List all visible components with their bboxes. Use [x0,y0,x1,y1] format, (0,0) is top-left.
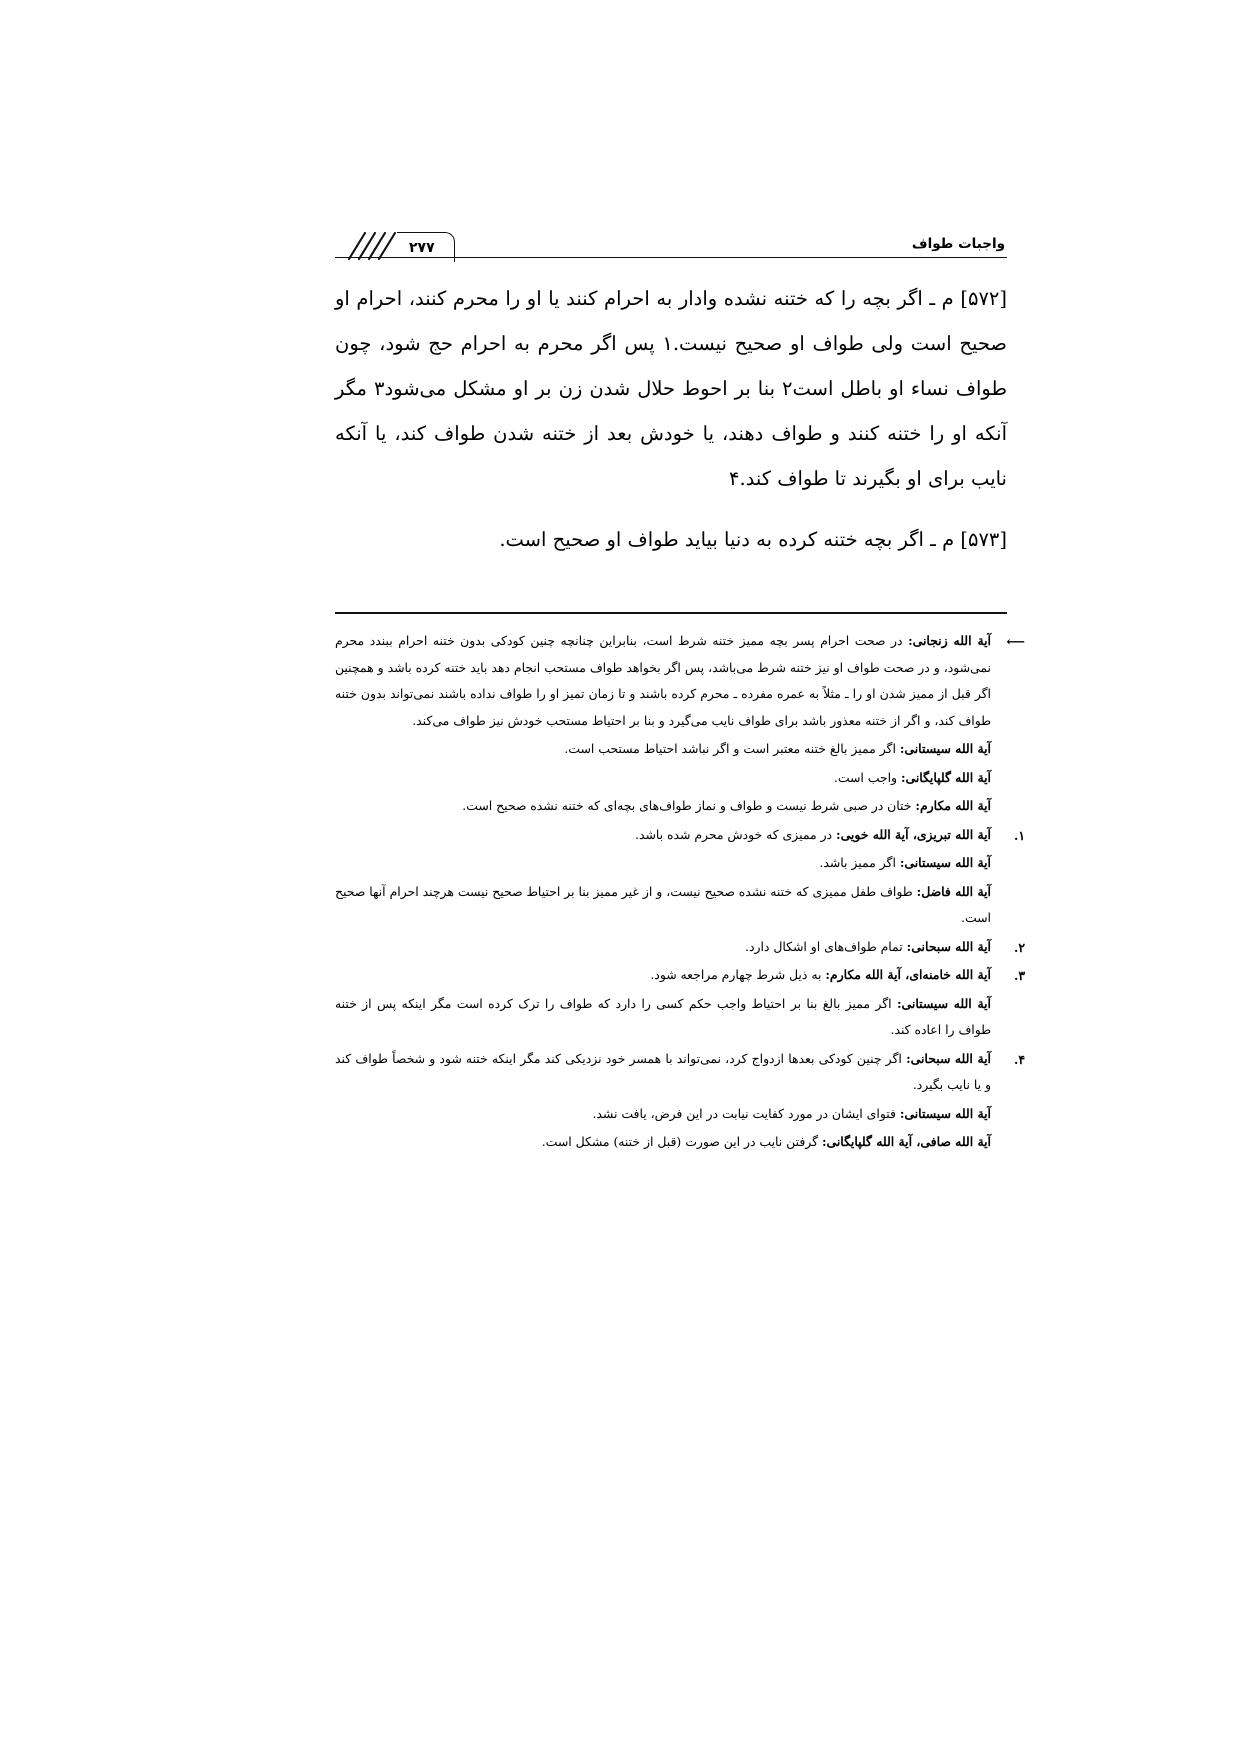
footnote-entry [335,628,1025,734]
footnote-number: ۱. [1014,827,1025,843]
marja-opinion: گرفتن نایب در این صورت (قبل از ختنه) مشکل است. [541,1134,822,1149]
marja-opinion: اگر ممیز بالغ بنا بر احتیاط واجب حکم کسی را دارد که طواف را ترک کرده است مگر اینکه پس از ختنه طواف را اعاده کند. [335,995,991,1037]
footnote-entry [335,736,1007,763]
footnote-entry [335,1129,1007,1156]
marja-name: آية الله صافی، آية الله گلپایگانی: [821,1134,991,1149]
marja-opinion: ختان در صبی شرط نیست و طواف و نماز طواف‌های بچه‌ای که ختنه نشده صحیح است. [462,798,916,813]
ruling-paragraph-573: [۵۷۳] م ـ اگر بچه ختنه کرده به دنیا بیاید طواف او صحیح است. [499,528,1007,551]
main-body [335,276,1007,572]
marja-name: آية الله سبحانی: [906,1050,991,1066]
footnote-separator [335,612,1007,614]
marja-name: آية الله گلپایگانی: [900,769,991,785]
marja-opinion: در صحت احرام پسر بچه ممیز ختنه شرط است، بنابراین چنانچه چنین کودکی بدون ختنه احرام ببندد محرم نمی‌شود، و در صحت طواف او نیز ختنه شرط می‌باشد، پس اگر بخواهد طواف مستحب انجام دهد باید ختنه کرده باشد و همچنین اگر قبل از ممیز شدن او را ـ مثلاً به عمره مفرده ـ محرم کرده باشند و تا زمان تمیز او را طواف نداده باشند نمی‌تواند بدون ختنه طواف کند، و اگر از ختنه معذور باشد برای طواف نایب می‌گیرد و بنا بر احتیاط مستحب خودش نیز طواف می‌کند. [335,633,991,728]
footnote-entry [335,1046,1025,1099]
marja-opinion: فتوای ایشان در مورد کفایت نیابت در این فرض، یافت نشد. [592,1105,900,1121]
page-header [335,222,1007,264]
marja-name: آية الله فاضل: [916,883,991,899]
footnote-entry [335,765,1007,792]
footnote-number: ۳. [1014,968,1025,983]
marja-name: آية الله سیستانی: [899,1105,991,1121]
marja-opinion: اگر چنین کودکی بعدها ازدواج کرد، نمی‌تواند با همسر خود نزدیکی کند مگر اینکه ختنه شود و شخصاً طواف کند و یا نایب بگیرد. [335,1050,991,1092]
footnote-entry [335,991,1007,1044]
page-number: ۲۷۷ [409,240,435,256]
footnote-number: ۴. [1014,1051,1025,1067]
marja-name: آية الله مکارم: [915,798,991,813]
marja-opinion: در ممیزی که خودش محرم شده باشد. [635,826,837,842]
footnote-number: ۲. [1014,939,1025,955]
page-title: واجبات طواف [911,236,1005,252]
arrow-icon: ⟵ [1006,635,1025,650]
marja-opinion: اگر ممیز باشد. [819,855,900,870]
footnote-entry [335,793,1007,820]
marja-name: آية الله سیستانی: [896,995,991,1011]
footnotes-block [335,628,1025,1158]
marja-name: آية الله زنجانی: [908,633,991,648]
marja-name: آية الله سبحانی: [906,938,991,954]
marja-opinion: طواف طفل ممیزی که ختنه نشده صحیح نیست، و از غیر ممیز بنا بر احتیاط صحیح نیست هرچند احرام آنها صحیح است. [335,883,991,925]
marja-name: آية الله سیستانی: [899,855,991,870]
footnote-entry [335,879,1007,932]
footnote-entry [335,850,1007,877]
ruling-paragraph-572: [۵۷۲] م ـ اگر بچه را که ختنه نشده وادار به احرام کنند یا او را محرم کنند، احرام او صحیح است ولی طواف او صحیح نیست.۱ پس اگر محرم به احرام حج شود، چون طواف نساء او باطل است۲ بنا بر احوط حلال شدن زن بر او مشکل می‌شود۳ مگر آنکه او را ختنه کنند و طواف دهند، یا خودش بعد از ختنه شدن طواف کند، یا آنکه نایب برای او بگیرند تا طواف کند.۴ [335,287,1007,490]
folio-ornament [335,224,457,264]
marja-name: آية الله سیستانی: [899,741,991,756]
marja-opinion: تمام طواف‌های او اشکال دارد. [745,938,907,954]
marja-opinion: به ذیل شرط چهارم مراجعه شود. [650,967,826,982]
slash-hatch-ornament-icon [343,231,399,261]
footnote-entry [335,934,1025,961]
footnote-entry [335,822,1025,849]
marja-name: آية الله تبریزی، آية الله خویی: [836,826,991,842]
marja-opinion: واجب است. [833,769,901,785]
footnote-entry [335,1101,1007,1128]
footnote-entry [335,962,1025,989]
marja-opinion: اگر ممیز بالغ ختنه معتبر است و اگر نباشد احتیاط مستحب است. [564,741,900,756]
marja-name: آية الله خامنه‌ای، آية الله مکارم: [825,967,991,982]
